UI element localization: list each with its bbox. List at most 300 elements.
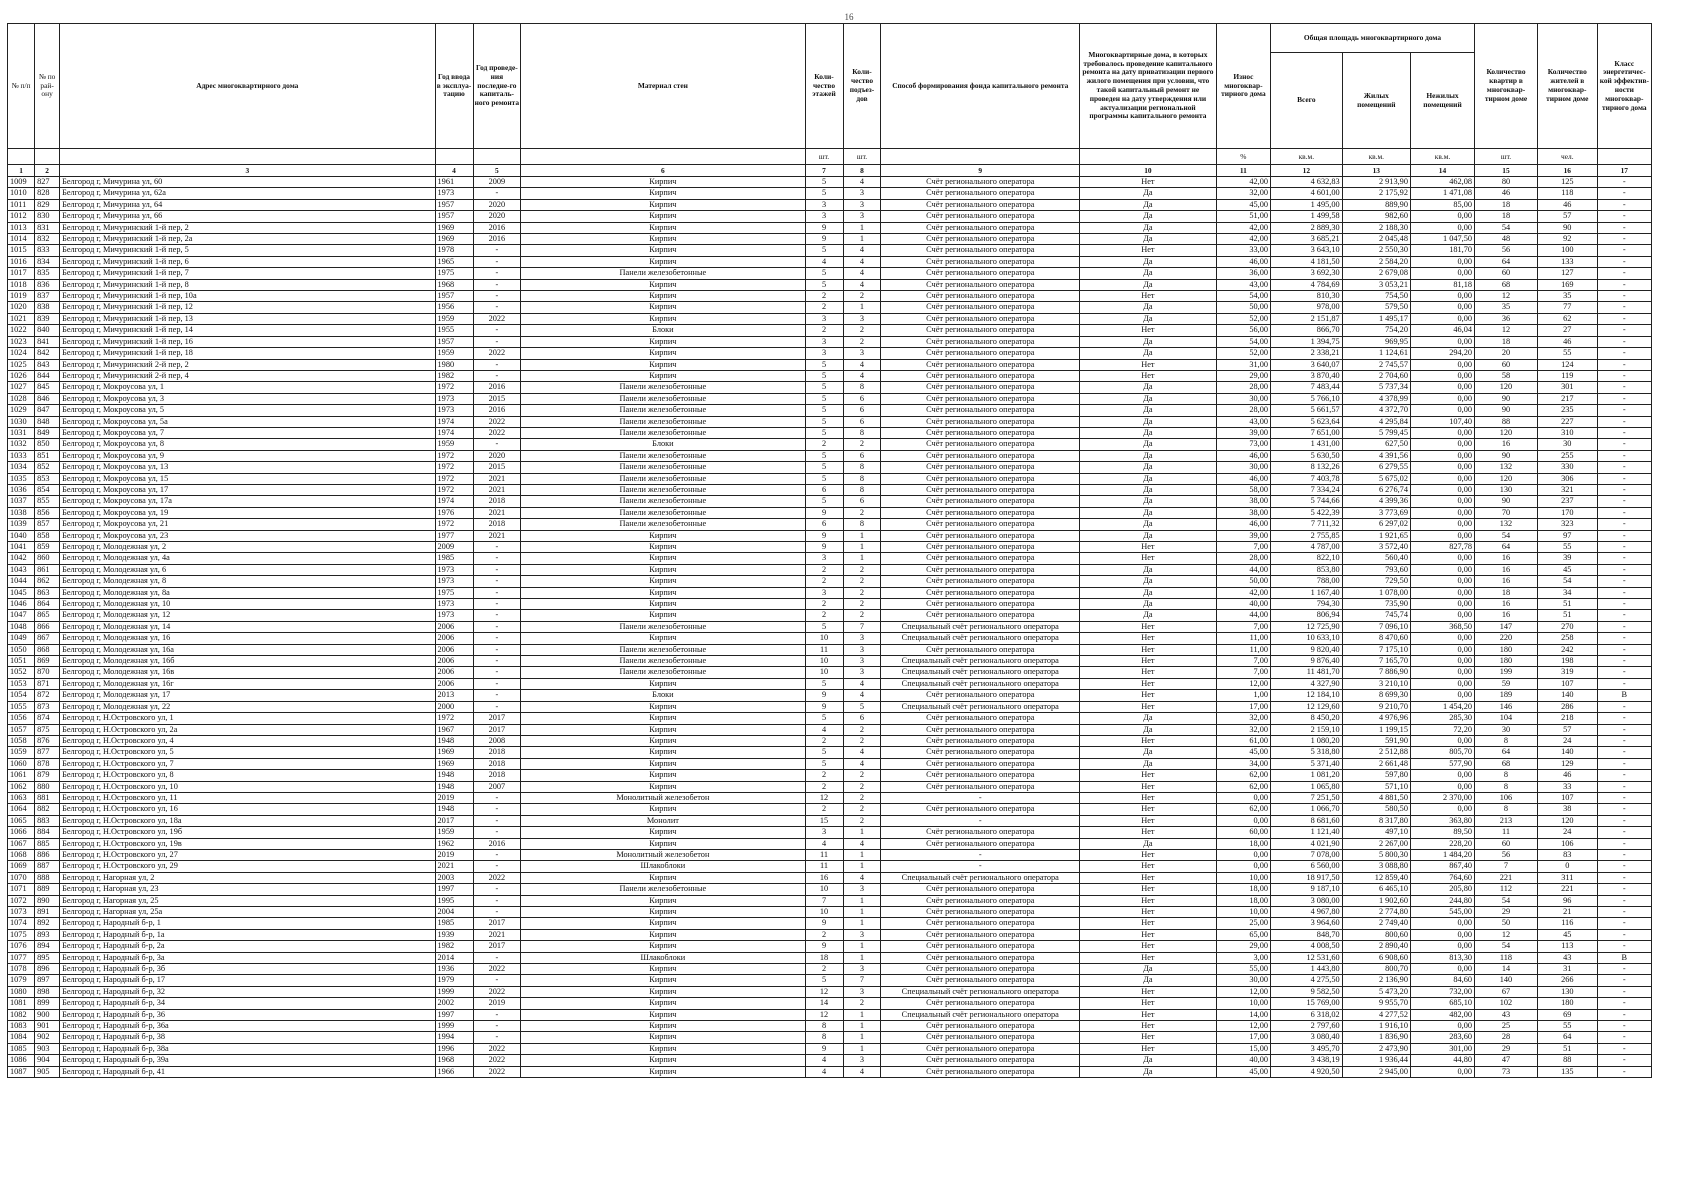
cell-floors: 5: [805, 473, 843, 484]
cell-fund-method: Счёт регионального оператора: [881, 1066, 1080, 1077]
table-row: [8, 998, 1652, 1009]
cell-fund-method: Счёт регионального оператора: [881, 975, 1080, 986]
cell-floors: 5: [805, 621, 843, 632]
cell-privatization: Нет: [1080, 177, 1217, 188]
cell-area-total: 866,70: [1271, 325, 1343, 336]
cell-n: 1037: [8, 496, 35, 507]
cell-district-n: 861: [35, 564, 60, 575]
cell-wall-material: Кирпич: [521, 941, 805, 952]
cell-wear: 7,00: [1216, 656, 1270, 667]
cell-energy-class: -: [1597, 427, 1651, 438]
cell-apartments: 12: [1475, 291, 1538, 302]
cell-floors: 2: [805, 302, 843, 313]
cell-area-nonliving: 0,00: [1410, 633, 1474, 644]
cell-energy-class: -: [1597, 1021, 1651, 1032]
cell-area-total: 8 681,60: [1271, 815, 1343, 826]
cell-fund-method: Счёт регионального оператора: [881, 610, 1080, 621]
cell-apartments: 54: [1475, 941, 1538, 952]
cell-fund-method: Счёт регионального оператора: [881, 929, 1080, 940]
cell-n: 1030: [8, 416, 35, 427]
cell-area-nonliving: 1 471,08: [1410, 188, 1474, 199]
cell-district-n: 827: [35, 177, 60, 188]
cell-privatization: Да: [1080, 713, 1217, 724]
cell-entrances: 3: [843, 313, 881, 324]
cell-year-built: 1948: [435, 804, 473, 815]
cell-area-total: 5 371,40: [1271, 758, 1343, 769]
cell-area-nonliving: 0,00: [1410, 370, 1474, 381]
cell-fund-method: -: [881, 815, 1080, 826]
cell-address: Белгород г, Мичуринский 1-й пер, 5: [60, 245, 435, 256]
cell-year-built: 1972: [435, 713, 473, 724]
cell-wear: 45,00: [1216, 199, 1270, 210]
cell-area-living: 3 088,80: [1342, 861, 1410, 872]
cell-energy-class: -: [1597, 496, 1651, 507]
cell-wall-material: Кирпич: [521, 211, 805, 222]
cell-year-repair: -: [473, 291, 521, 302]
cell-year-repair: 2022: [473, 1055, 521, 1066]
cell-entrances: 6: [843, 416, 881, 427]
cell-year-built: 1973: [435, 576, 473, 587]
cell-energy-class: -: [1597, 610, 1651, 621]
cell-entrances: 4: [843, 838, 881, 849]
cell-year-repair: 2016: [473, 222, 521, 233]
cell-entrances: 4: [843, 359, 881, 370]
cell-area-living: 729,50: [1342, 576, 1410, 587]
cell-energy-class: -: [1597, 211, 1651, 222]
cell-entrances: 2: [843, 439, 881, 450]
cell-year-repair: -: [473, 542, 521, 553]
cell-energy-class: -: [1597, 701, 1651, 712]
cell-year-repair: -: [473, 792, 521, 803]
cell-year-repair: 2016: [473, 405, 521, 416]
cell-energy-class: -: [1597, 861, 1651, 872]
cell-entrances: 1: [843, 849, 881, 860]
cell-residents: 218: [1537, 713, 1597, 724]
cell-address: Белгород г, Народный б-р, 2а: [60, 941, 435, 952]
cell-wear: 12,00: [1216, 986, 1270, 997]
cell-residents: 46: [1537, 199, 1597, 210]
cell-address: Белгород г, Мичуринский 1-й пер, 12: [60, 302, 435, 313]
cell-district-n: 832: [35, 234, 60, 245]
cell-wear: 42,00: [1216, 587, 1270, 598]
cell-wear: 56,00: [1216, 325, 1270, 336]
cell-district-n: 878: [35, 758, 60, 769]
table-row: [8, 359, 1652, 370]
cell-fund-method: Счёт регионального оператора: [881, 439, 1080, 450]
cell-area-total: 5 630,50: [1271, 450, 1343, 461]
cell-district-n: 871: [35, 678, 60, 689]
cell-area-living: 3 773,69: [1342, 507, 1410, 518]
column-number-11: 11: [1216, 165, 1270, 177]
unit-cell-13: кв.м.: [1342, 149, 1410, 165]
cell-apartments: 7: [1475, 861, 1538, 872]
cell-wear: 46,00: [1216, 519, 1270, 530]
cell-energy-class: -: [1597, 724, 1651, 735]
cell-residents: 90: [1537, 222, 1597, 233]
cell-n: 1045: [8, 587, 35, 598]
cell-privatization: Нет: [1080, 861, 1217, 872]
cell-area-nonliving: 0,00: [1410, 644, 1474, 655]
cell-n: 1036: [8, 484, 35, 495]
cell-district-n: 828: [35, 188, 60, 199]
cell-entrances: 3: [843, 667, 881, 678]
cell-floors: 3: [805, 211, 843, 222]
table-row: [8, 918, 1652, 929]
cell-area-living: 7 886,90: [1342, 667, 1410, 678]
cell-privatization: Да: [1080, 462, 1217, 473]
cell-year-repair: 2009: [473, 177, 521, 188]
table-row: [8, 348, 1652, 359]
cell-fund-method: Счёт регионального оператора: [881, 291, 1080, 302]
cell-year-repair: 2020: [473, 450, 521, 461]
cell-year-repair: 2015: [473, 462, 521, 473]
cell-address: Белгород г, Н.Островского ул, 8: [60, 770, 435, 781]
cell-apartments: 47: [1475, 1055, 1538, 1066]
cell-area-nonliving: 85,00: [1410, 199, 1474, 210]
cell-year-built: 1973: [435, 188, 473, 199]
table-row: [8, 484, 1652, 495]
cell-year-built: 2019: [435, 792, 473, 803]
cell-year-repair: -: [473, 1021, 521, 1032]
cell-energy-class: -: [1597, 1032, 1651, 1043]
cell-area-nonliving: 0,00: [1410, 656, 1474, 667]
table-row: [8, 690, 1652, 701]
cell-wall-material: Кирпич: [521, 1055, 805, 1066]
cell-area-living: 1 078,00: [1342, 587, 1410, 598]
cell-area-living: 9 955,70: [1342, 998, 1410, 1009]
cell-n: 1084: [8, 1032, 35, 1043]
cell-area-total: 4 920,50: [1271, 1066, 1343, 1077]
cell-district-n: 881: [35, 792, 60, 803]
cell-residents: 92: [1537, 234, 1597, 245]
cell-residents: 255: [1537, 450, 1597, 461]
cell-district-n: 829: [35, 199, 60, 210]
cell-wear: 29,00: [1216, 941, 1270, 952]
cell-floors: 4: [805, 256, 843, 267]
cell-apartments: 80: [1475, 177, 1538, 188]
cell-area-total: 3 685,21: [1271, 234, 1343, 245]
cell-district-n: 840: [35, 325, 60, 336]
cell-year-repair: -: [473, 804, 521, 815]
cell-area-living: 7 175,10: [1342, 644, 1410, 655]
cell-wall-material: Монолитный железобетон: [521, 849, 805, 860]
cell-n: 1068: [8, 849, 35, 860]
cell-floors: 18: [805, 952, 843, 963]
cell-privatization: Да: [1080, 519, 1217, 530]
cell-apartments: 118: [1475, 952, 1538, 963]
cell-wall-material: Кирпич: [521, 998, 805, 1009]
cell-area-living: 4 881,50: [1342, 792, 1410, 803]
unit-cell-15: шт.: [1475, 149, 1538, 165]
cell-residents: 106: [1537, 838, 1597, 849]
cell-year-built: 1973: [435, 405, 473, 416]
cell-district-n: 854: [35, 484, 60, 495]
cell-year-built: 2006: [435, 644, 473, 655]
cell-energy-class: -: [1597, 678, 1651, 689]
cell-floors: 4: [805, 1066, 843, 1077]
cell-apartments: 70: [1475, 507, 1538, 518]
cell-entrances: 2: [843, 724, 881, 735]
cell-area-living: 2 136,90: [1342, 975, 1410, 986]
cell-energy-class: -: [1597, 393, 1651, 404]
cell-district-n: 858: [35, 530, 60, 541]
cell-energy-class: -: [1597, 1066, 1651, 1077]
cell-wear: 50,00: [1216, 302, 1270, 313]
cell-privatization: Нет: [1080, 872, 1217, 883]
cell-wall-material: Кирпич: [521, 975, 805, 986]
table-row: [8, 941, 1652, 952]
cell-energy-class: -: [1597, 576, 1651, 587]
cell-address: Белгород г, Молодежная ул, 16б: [60, 656, 435, 667]
cell-wear: 11,00: [1216, 633, 1270, 644]
cell-privatization: Да: [1080, 610, 1217, 621]
cell-area-living: 7 165,70: [1342, 656, 1410, 667]
cell-residents: 57: [1537, 211, 1597, 222]
cell-wear: 32,00: [1216, 724, 1270, 735]
cell-privatization: Да: [1080, 450, 1217, 461]
table-row: [8, 861, 1652, 872]
unit-cell-12: кв.м.: [1271, 149, 1343, 165]
unit-cell-9: [881, 149, 1080, 165]
cell-area-nonliving: 482,00: [1410, 1009, 1474, 1020]
cell-area-living: 497,10: [1342, 827, 1410, 838]
cell-entrances: 1: [843, 827, 881, 838]
cell-residents: 306: [1537, 473, 1597, 484]
cell-n: 1060: [8, 758, 35, 769]
cell-address: Белгород г, Народный б-р, 36: [60, 1009, 435, 1020]
cell-area-nonliving: 89,50: [1410, 827, 1474, 838]
cell-fund-method: -: [881, 849, 1080, 860]
cell-privatization: Да: [1080, 199, 1217, 210]
cell-n: 1065: [8, 815, 35, 826]
cell-area-living: 2 045,48: [1342, 234, 1410, 245]
cell-address: Белгород г, Молодежная ул, 17: [60, 690, 435, 701]
cell-wear: 46,00: [1216, 473, 1270, 484]
cell-fund-method: Счёт регионального оператора: [881, 998, 1080, 1009]
table-row: [8, 849, 1652, 860]
cell-area-living: 5 473,20: [1342, 986, 1410, 997]
cell-privatization: Да: [1080, 268, 1217, 279]
cell-district-n: 833: [35, 245, 60, 256]
cell-year-repair: 2021: [473, 530, 521, 541]
cell-apartments: 220: [1475, 633, 1538, 644]
cell-year-built: 1994: [435, 1032, 473, 1043]
cell-floors: 9: [805, 918, 843, 929]
cell-apartments: 16: [1475, 439, 1538, 450]
cell-entrances: 3: [843, 656, 881, 667]
cell-floors: 6: [805, 519, 843, 530]
column-numbers-row: [8, 165, 1652, 177]
cell-entrances: 6: [843, 393, 881, 404]
cell-energy-class: -: [1597, 405, 1651, 416]
cell-area-nonliving: 0,00: [1410, 941, 1474, 952]
cell-address: Белгород г, Мичуринский 1-й пер, 2а: [60, 234, 435, 245]
cell-energy-class: -: [1597, 804, 1651, 815]
table-row: [8, 427, 1652, 438]
cell-floors: 9: [805, 530, 843, 541]
cell-wear: 36,00: [1216, 268, 1270, 279]
cell-district-n: 851: [35, 450, 60, 461]
table-row: [8, 907, 1652, 918]
cell-energy-class: -: [1597, 188, 1651, 199]
table-row: [8, 507, 1652, 518]
cell-district-n: 873: [35, 701, 60, 712]
cell-fund-method: Счёт регионального оператора: [881, 553, 1080, 564]
cell-floors: 2: [805, 325, 843, 336]
cell-energy-class: -: [1597, 781, 1651, 792]
cell-entrances: 1: [843, 952, 881, 963]
cell-area-total: 5 422,39: [1271, 507, 1343, 518]
cell-apartments: 147: [1475, 621, 1538, 632]
cell-area-nonliving: 0,00: [1410, 587, 1474, 598]
cell-area-nonliving: 0,00: [1410, 667, 1474, 678]
cell-wear: 50,00: [1216, 576, 1270, 587]
cell-apartments: 132: [1475, 462, 1538, 473]
cell-fund-method: Счёт регионального оператора: [881, 724, 1080, 735]
cell-n: 1013: [8, 222, 35, 233]
cell-wear: 38,00: [1216, 507, 1270, 518]
cell-year-built: 1978: [435, 245, 473, 256]
cell-energy-class: -: [1597, 450, 1651, 461]
table-row: [8, 1009, 1652, 1020]
cell-district-n: 872: [35, 690, 60, 701]
cell-address: Белгород г, Молодежная ул, 16в: [60, 667, 435, 678]
cell-energy-class: -: [1597, 370, 1651, 381]
cell-residents: 77: [1537, 302, 1597, 313]
cell-n: 1072: [8, 895, 35, 906]
table-row: [8, 450, 1652, 461]
cell-year-built: 2021: [435, 861, 473, 872]
cell-area-total: 8 132,26: [1271, 462, 1343, 473]
cell-area-total: 5 623,64: [1271, 416, 1343, 427]
cell-fund-method: Счёт регионального оператора: [881, 211, 1080, 222]
cell-area-total: 7 078,00: [1271, 849, 1343, 860]
cell-residents: 83: [1537, 849, 1597, 860]
cell-area-nonliving: 44,80: [1410, 1055, 1474, 1066]
cell-wear: 29,00: [1216, 370, 1270, 381]
cell-area-nonliving: 827,78: [1410, 542, 1474, 553]
cell-area-total: 5 744,66: [1271, 496, 1343, 507]
cell-year-built: 2006: [435, 656, 473, 667]
cell-privatization: Нет: [1080, 929, 1217, 940]
cell-energy-class: -: [1597, 382, 1651, 393]
cell-n: 1042: [8, 553, 35, 564]
cell-area-nonliving: 1 484,20: [1410, 849, 1474, 860]
cell-fund-method: Счёт регионального оператора: [881, 964, 1080, 975]
cell-area-living: 1 836,90: [1342, 1032, 1410, 1043]
cell-wall-material: Панели железобетонные: [521, 462, 805, 473]
cell-district-n: 888: [35, 872, 60, 883]
cell-privatization: Да: [1080, 587, 1217, 598]
table-row: [8, 382, 1652, 393]
cell-wall-material: Кирпич: [521, 177, 805, 188]
cell-year-built: 1995: [435, 895, 473, 906]
cell-energy-class: -: [1597, 416, 1651, 427]
cell-wear: 42,00: [1216, 177, 1270, 188]
cell-area-nonliving: 0,00: [1410, 678, 1474, 689]
cell-privatization: Да: [1080, 382, 1217, 393]
cell-area-total: 11 481,70: [1271, 667, 1343, 678]
cell-wall-material: Панели железобетонные: [521, 473, 805, 484]
cell-entrances: 1: [843, 222, 881, 233]
cell-district-n: 905: [35, 1066, 60, 1077]
table-row: [8, 701, 1652, 712]
cell-fund-method: -: [881, 861, 1080, 872]
cell-area-nonliving: 0,00: [1410, 599, 1474, 610]
cell-energy-class: -: [1597, 667, 1651, 678]
cell-wall-material: Кирпич: [521, 1043, 805, 1054]
cell-privatization: Да: [1080, 222, 1217, 233]
table-row: [8, 633, 1652, 644]
cell-wall-material: Кирпич: [521, 1032, 805, 1043]
cell-area-living: 597,80: [1342, 770, 1410, 781]
cell-address: Белгород г, Н.Островского ул, 29: [60, 861, 435, 872]
table-row: [8, 519, 1652, 530]
cell-wall-material: Кирпич: [521, 1066, 805, 1077]
cell-energy-class: -: [1597, 234, 1651, 245]
cell-wear: 10,00: [1216, 872, 1270, 883]
cell-address: Белгород г, Молодежная ул, 8: [60, 576, 435, 587]
cell-year-repair: 2018: [473, 758, 521, 769]
cell-privatization: Да: [1080, 313, 1217, 324]
cell-entrances: 6: [843, 450, 881, 461]
cell-wear: 17,00: [1216, 701, 1270, 712]
cell-entrances: 7: [843, 621, 881, 632]
cell-apartments: 112: [1475, 884, 1538, 895]
cell-year-repair: 2022: [473, 348, 521, 359]
table-row: [8, 986, 1652, 997]
cell-district-n: 894: [35, 941, 60, 952]
cell-wear: 40,00: [1216, 1055, 1270, 1066]
cell-entrances: 1: [843, 1009, 881, 1020]
cell-floors: 5: [805, 450, 843, 461]
cell-floors: 8: [805, 1032, 843, 1043]
table-row: [8, 815, 1652, 826]
cell-fund-method: Счёт регионального оператора: [881, 530, 1080, 541]
cell-wear: 43,00: [1216, 416, 1270, 427]
cell-apartments: 25: [1475, 1021, 1538, 1032]
cell-entrances: 8: [843, 519, 881, 530]
cell-area-total: 4 632,83: [1271, 177, 1343, 188]
cell-year-built: 2009: [435, 542, 473, 553]
cell-year-built: 2003: [435, 872, 473, 883]
cell-entrances: 2: [843, 815, 881, 826]
cell-entrances: 1: [843, 542, 881, 553]
cell-wear: 15,00: [1216, 1043, 1270, 1054]
cell-year-built: 1973: [435, 610, 473, 621]
cell-residents: 35: [1537, 291, 1597, 302]
unit-cell-16: чел.: [1537, 149, 1597, 165]
table-row: [8, 770, 1652, 781]
cell-wear: 46,00: [1216, 450, 1270, 461]
cell-wear: 43,00: [1216, 279, 1270, 290]
cell-area-nonliving: 732,00: [1410, 986, 1474, 997]
cell-floors: 9: [805, 234, 843, 245]
cell-residents: 221: [1537, 884, 1597, 895]
cell-entrances: 4: [843, 747, 881, 758]
cell-area-nonliving: 0,00: [1410, 610, 1474, 621]
cell-entrances: 3: [843, 644, 881, 655]
table-row: [8, 336, 1652, 347]
cell-entrances: 4: [843, 279, 881, 290]
cell-residents: 43: [1537, 952, 1597, 963]
cell-area-total: 7 251,50: [1271, 792, 1343, 803]
cell-area-nonliving: 0,00: [1410, 804, 1474, 815]
cell-year-built: 1968: [435, 1055, 473, 1066]
cell-address: Белгород г, Мокроусова ул, 23: [60, 530, 435, 541]
cell-n: 1015: [8, 245, 35, 256]
cell-year-repair: -: [473, 701, 521, 712]
